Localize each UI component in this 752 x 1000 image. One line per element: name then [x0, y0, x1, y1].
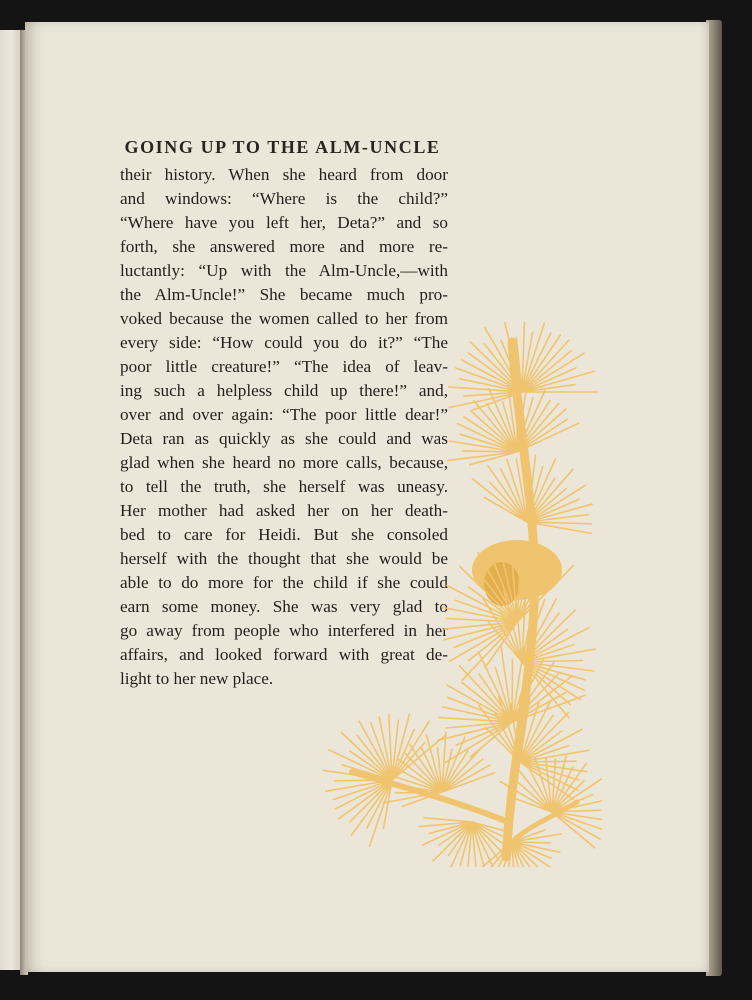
pine-needles: [488, 466, 527, 522]
pine-needles: [335, 780, 392, 781]
text-line: glad when she heard no more calls, because,: [120, 453, 448, 472]
pine-needles: [520, 761, 577, 762]
pine-needles: [520, 731, 562, 762]
text-line: affairs, and looked forward with great de-: [120, 645, 448, 664]
text-line: able to do more for the child if she could: [120, 573, 448, 592]
text-line: earn some money. She was very glad to: [120, 597, 448, 616]
pine-needles: [424, 818, 472, 822]
text-line: every side: “How could you do it?” “The: [120, 333, 448, 352]
text-line: the Alm-Uncle!” She became much pro-: [120, 285, 448, 304]
text-line: light to her new place.: [120, 669, 274, 688]
pine-needles: [351, 780, 392, 835]
text-line: luctantly: “Up with the Alm-Uncle,—with: [120, 261, 448, 280]
running-head: GOING UP TO THE ALM-UNCLE: [124, 137, 441, 157]
text-line: go away from people who interfered in her: [120, 621, 448, 640]
pine-needles: [520, 762, 579, 780]
text-line: poor little creature!” “The idea of leav-: [120, 357, 448, 376]
pine-needles: [339, 780, 392, 819]
pine-needles: [470, 452, 517, 465]
pine-branch-illustration: [312, 322, 602, 867]
pine-needles: [442, 765, 490, 792]
text-line: forth, she answered more and more re-: [120, 237, 448, 256]
pine-illustration-shapes: [324, 322, 603, 867]
text-line: Deta ran as quickly as she could and was: [120, 429, 448, 448]
text-line: their history. When she heard from door: [120, 165, 448, 184]
pine-needles: [472, 479, 527, 522]
text-line: herself with the thought that she would be: [120, 549, 448, 568]
pine-needles: [522, 371, 594, 392]
text-line: ing such a helpless child up there!” and,: [120, 381, 448, 400]
pine-needles: [395, 792, 442, 793]
text-line: over and over again: “The poor little dear!”: [120, 405, 448, 424]
text-line: and windows: “Where is the child?”: [120, 189, 448, 208]
text-line: to tell the truth, she herself was uneasy.: [120, 477, 448, 496]
text-line: “Where have you left her, Deta?” and so: [120, 213, 448, 232]
text-line: Her mother had asked her on her death-: [120, 501, 448, 520]
pine-needles: [526, 460, 527, 522]
text-line: bed to care for Heidi. But she consoled: [120, 525, 448, 544]
text-line: voked because the women called to her from: [120, 309, 448, 328]
